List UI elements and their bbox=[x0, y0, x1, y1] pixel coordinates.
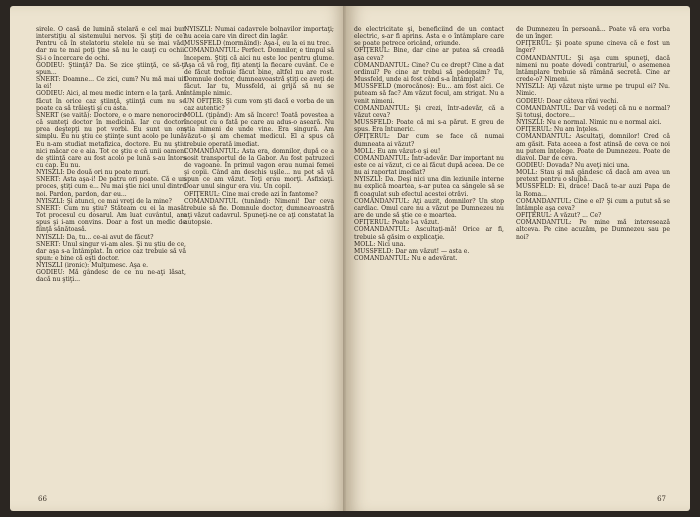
paragraph: SNERT: Unul singur vi-am ales. Şi nu ştiu de ce, dar aşa s-a întâmplat. În orice caz trebuie să vă spun: e bine că eşti doctor. bbox=[36, 240, 186, 262]
paragraph: COMANDANTUL: Pe mine mă interesează altceva. Pe cine acuzăm, pe Dumnezeu sau pe noi? bbox=[516, 219, 670, 241]
paragraph: OFIŢERUL: Bine, dar cine ar putea să creadă aşa ceva? bbox=[354, 47, 504, 62]
paragraph: GODIEU: Ştiinţă? Da. Se zice ştiinţă, ce să-ţi spun... bbox=[36, 61, 186, 76]
paragraph: COMANDANTUL: Cine? Cu ce drept? Cine a dat ordinul? Pe cine ar trebui să pedepsim? Tu, Mussfeld, unde ai fost când s-a întâmplat? bbox=[354, 61, 504, 84]
paragraph: MUSSFELD (mormăind): Aşa-i, eu la ei nu trec. bbox=[184, 40, 332, 48]
paragraph: de electricitate şi, beneficiind de un contact electric, s-ar fi aprins. Asta e o întâmplare care se poate petrece oricând, oriunde. bbox=[354, 26, 504, 48]
paragraph: MOLL: Nici una. bbox=[354, 240, 406, 248]
page-number: 66 bbox=[38, 495, 47, 503]
paragraph: NYISZLI: Da, tu... ce-ai avut de făcut? bbox=[36, 233, 154, 241]
paragraph: MUSSFELD (morocănos): Eu... am fost aici. Ce puteam să fac? Am văzut focul, am strigat. Nu a venit nimeni. bbox=[354, 83, 504, 105]
paragraph: COMANDANTUL: Asta era, domnilor, după ce a sosit transportul de la Gabor. Au fost patruzeci de vagoane. În primul vagon erau numai femei şi copii. Când am deschis uşile... nu pot să vă spun ce am văzut. Toţi erau morţi. Asfixiaţi. Doar unul singur era viu. Un copil. bbox=[184, 147, 334, 191]
paragraph: MOLL: Eu am văzut-o şi eu! bbox=[354, 147, 441, 155]
paragraph: OFIŢERUL: Dar cum se face că numai dumneata ai văzut? bbox=[354, 133, 504, 148]
left-column-2 bbox=[184, 26, 334, 226]
paragraph: NYISZLI: Aţi văzut nişte urme pe trupul ei? Nu. Nimic. bbox=[516, 83, 670, 98]
paragraph: SNERT (se vaită): Doctore, e o mare nenorocire că sunteţi doctor în medicină. Iar cu doctori prea deştepţi nu pot vorbi. Eu sunt un om simplu. Eu nu ştiu ce ştiinţe sunt acolo pe lună. Eu n-am studiat metafizica, doctore. Eu nu ştiu nici măcar ce e aia. Tot ce ştiu e că unii oameni de ştiinţă care au fost acolo pe lună s-au întors cu cap. Eu nu. bbox=[36, 111, 186, 169]
paragraph: MOLL: Stau şi mă gândesc că dacă am avea un pretext pentru o slujbă... bbox=[516, 169, 670, 184]
paragraph: GODIEU: Dovada? Nu aveţi nici una. bbox=[516, 161, 630, 169]
right-column-2 bbox=[516, 26, 670, 241]
paragraph: COMANDANTUL: Şi crezi, într-adevăr, că a văzut ceva? bbox=[354, 104, 504, 119]
paragraph: OFIŢERUL: A văzut? ... Ce? bbox=[516, 212, 602, 220]
paragraph: OFIŢERUL: Şi poate spune cineva că e fost un înger? bbox=[516, 40, 670, 55]
paragraph: COMANDANTUL: Cine e el? Şi cum a putut să se întâmple aşa ceva? bbox=[516, 197, 670, 212]
paragraph: GODIEU: Mă gândesc de ce nu ne-aţi lăsat, dacă nu ştiţi... bbox=[36, 269, 186, 284]
paragraph: MUSSFELD: Poate că mi s-a părut. E greu de spus. Era întuneric. bbox=[354, 119, 504, 134]
paragraph: COMANDANTUL (tunând): Nimeni! Dar ceva trebuie să fie. Domnule doctor, dumneavoastră aţi văzut cadavrul. Spuneţi-ne ce aţi constatat la autopsie. bbox=[184, 197, 334, 227]
paragraph: NYISZLI: De două ori nu poate muri. bbox=[36, 169, 151, 177]
paragraph: COMANDANTUL: Dar vă vedeţi că nu e normal? Şi totuşi, doctore... bbox=[516, 104, 670, 119]
paragraph: SNERT: Cum nu ştiu? Stăteam cu ei la masă. Tot procesul cu dosarul. Am luat cuvântul, am spus şi i-am convins. Doar a fost un medic de fiinţă sănătoasă. bbox=[36, 204, 186, 234]
paragraph: NYISZLI: Şi atunci, ce mai vreţi de la mine? bbox=[36, 197, 172, 205]
paragraph: SNERT: Doamne... Ce zici, cum? Nu mă mai uit la ei! bbox=[36, 76, 186, 91]
paragraph: OFIŢERUL: Cine mai crede azi în fantome? bbox=[184, 190, 318, 198]
left-page bbox=[10, 6, 346, 511]
right-page bbox=[346, 6, 690, 511]
right-column-1 bbox=[354, 26, 504, 262]
paragraph: COMANDANTUL: Nu e adevărat. bbox=[354, 255, 458, 262]
page-number: 67 bbox=[657, 495, 666, 503]
paragraph: de Dumnezeu în persoană... Poate vă era vorba de un înger. bbox=[516, 26, 670, 41]
paragraph: UN OFIŢER: Şi cum vom şti dacă e vorba de un caz autentic? bbox=[184, 97, 334, 112]
paragraph: MOLL (ţipând): Am să încerc! Toată povestea a început cu o fată pe care au adus-o aseară. Nu ştia nimeni de unde vine. Era singură. Am văzut-o şi am chemat medicul. El a spus că trebuie operată imediat. bbox=[184, 111, 334, 148]
paragraph: COMANDANTUL: Aţi auzit, domnilor? Un stop cardiac. Omul care nu a văzut pe Dumnezeu nu are de unde să ştie ce e moartea. bbox=[354, 197, 504, 220]
paragraph: COMANDANTUL: Ascultaţi-mă! Orice ar fi, trebuie să găsim o explicaţie. bbox=[354, 226, 504, 241]
paragraph: NYISZLI: Nu e normal. Nimic nu e normal aici. bbox=[516, 119, 662, 127]
paragraph: COMANDANTUL: Şi aşa cum spuneţi, dacă nimeni nu poate dovedi contrariul, o asemenea întâmplare trebuie să rămână secretă. Cine ar crede-o? Nimeni. bbox=[516, 54, 670, 84]
paragraph: OFIŢERUL: Poate l-a văzut. bbox=[354, 219, 440, 227]
paragraph: MUSSFELD: Ei, drace! Dacă te-ar auzi Papa de la Roma... bbox=[516, 183, 670, 198]
paragraph: NYISZLI: Numai cadavrele bolnavilor importaţi; nu aceia care vin direct din lagăr. bbox=[184, 26, 334, 41]
paragraph: NYISZLI (ironic): Mulţumesc. Aşa e. bbox=[36, 262, 149, 270]
paragraph: MUSSFELD: Dar am văzut! — asta e. bbox=[354, 247, 470, 255]
paragraph: COMANDANTUL: Ascultaţi, domnilor! Cred că am găsit. Fata aceea a fost atinsă de ceva ce noi nu putem înţelege. Poate de Dumnezeu. Poate de diavol. Dar de ceva. bbox=[516, 133, 670, 162]
paragraph: GODIEU: Aici, al meu medic intern e la ţară. Am făcut în orice caz ştiinţă, ştiinţă cum nu se poate ca să trăieşti şi cu asta. bbox=[36, 90, 186, 112]
paragraph: COMANDANTUL: Perfect. Domnilor, e timpul să începem. Ştiţi că aici nu este loc pentru glume. Aşa că vă rog, fiţi atenţi la fiecare cuvânt. Ce e de făcut trebuie făcut bine, altfel nu are rost. Domnule doctor, dumneavoastră ştiţi ce aveţi de făcut. Iar tu, Mussfeld, ai grijă să nu se întâmple nimic. bbox=[184, 47, 334, 98]
paragraph: GODIEU: Doar câteva răni vechi. bbox=[516, 97, 619, 105]
paragraph: NYISZLI: Da. Deşi nici una din leziunile interne nu explică moartea, s-ar putea ca sângele să se fi coagulat sub efectul acestei otrăvi. bbox=[354, 176, 504, 198]
paragraph: OFIŢERUL: Nu am înţeles. bbox=[516, 126, 599, 134]
left-column-1 bbox=[36, 26, 186, 284]
paragraph: COMANDANTUL: Într-adevăr. Dar important nu este ce ai văzut, ci ce ai făcut după aceea. De ce nu ai raportat imediat? bbox=[354, 154, 504, 177]
paragraph: SNERT: Asta aşa-i! De patru ori poate. Că e un proces, ştiţi cum e... Nu mai ştie nici unul dintre noi. Pardon, pardon, dar eu... bbox=[36, 176, 186, 198]
paragraph: sirele. O casă de lumină stelară e cel mai bun interstiţiu al sistemului nervos. Şi ştiţi de ce? Pentru că în stelatoriu stelele nu se mai văd, dar nu te mai poţi ţine să nu le cauţi cu ochii. Şi-i o încercare de ochi. bbox=[36, 26, 186, 62]
